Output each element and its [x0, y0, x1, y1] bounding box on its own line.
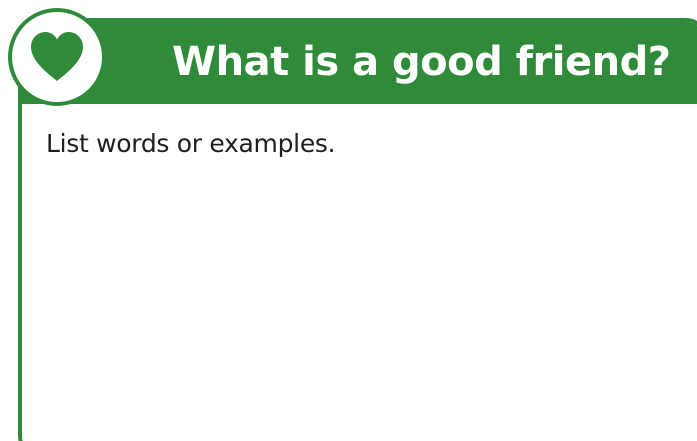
card-header: [22, 22, 697, 104]
heart-badge: [8, 8, 106, 106]
question-card: [18, 18, 697, 441]
card-title: What is a good friend?: [172, 39, 671, 85]
answer-area[interactable]: [46, 172, 686, 441]
card-prompt: List words or examples.: [46, 129, 336, 158]
heart-icon: [28, 31, 86, 83]
